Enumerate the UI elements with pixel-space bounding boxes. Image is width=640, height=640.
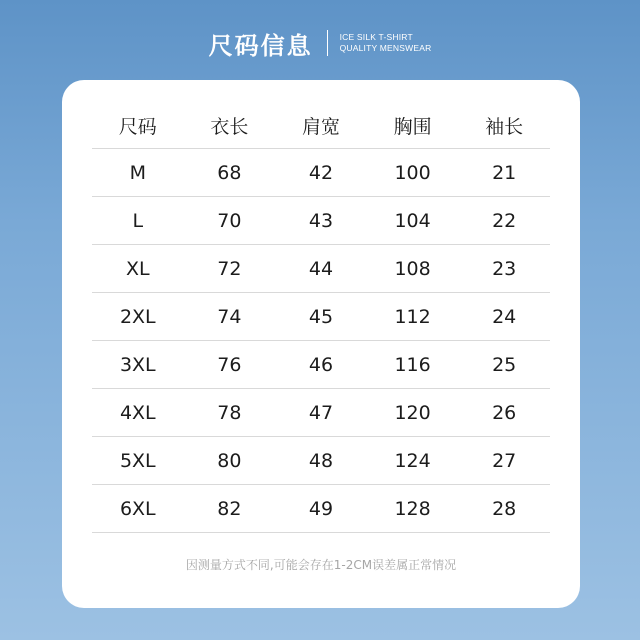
length-cell: 78 <box>184 389 276 437</box>
chest-cell: 124 <box>367 437 459 485</box>
column-header-sleeve: 袖长 <box>485 115 524 138</box>
shoulder-cell: 44 <box>275 245 367 293</box>
header-divider <box>327 30 328 56</box>
header-subtitle-line-1: ICE SILK T-SHIRT <box>339 32 413 42</box>
chest-cell: 108 <box>367 245 459 293</box>
size-cell: 5XL <box>92 437 184 485</box>
size-cell: 4XL <box>92 389 184 437</box>
chest-cell: 116 <box>367 341 459 389</box>
table-row <box>92 245 550 293</box>
length-cell: 70 <box>184 197 276 245</box>
page-header <box>0 22 640 64</box>
size-cell: 2XL <box>92 293 184 341</box>
sleeve-cell: 23 <box>458 245 550 293</box>
shoulder-cell: 42 <box>275 149 367 197</box>
size-cell: XL <box>92 245 184 293</box>
table-row <box>92 149 550 197</box>
sleeve-cell: 27 <box>458 437 550 485</box>
column-header-length: 衣长 <box>210 115 249 138</box>
sleeve-cell: 28 <box>458 485 550 533</box>
length-cell: 82 <box>184 485 276 533</box>
table-row <box>92 341 550 389</box>
table-row <box>92 485 550 533</box>
column-header-size: 尺码 <box>118 115 157 138</box>
column-header-shoulder: 肩宽 <box>301 115 340 138</box>
sleeve-cell: 22 <box>458 197 550 245</box>
size-chart-card <box>62 80 580 608</box>
length-cell: 76 <box>184 341 276 389</box>
table-row <box>92 389 550 437</box>
length-cell: 80 <box>184 437 276 485</box>
shoulder-cell: 48 <box>275 437 367 485</box>
sleeve-cell: 26 <box>458 389 550 437</box>
shoulder-cell: 49 <box>275 485 367 533</box>
sleeve-cell: 24 <box>458 293 550 341</box>
measurement-note: 因测量方式不同,可能会存在1-2CM误差属正常情况 <box>185 558 457 572</box>
table-row <box>92 293 550 341</box>
header-subtitle-line-2: QUALITY MENSWEAR <box>339 43 432 53</box>
size-table <box>92 102 550 533</box>
length-cell: 72 <box>184 245 276 293</box>
shoulder-cell: 43 <box>275 197 367 245</box>
chest-cell: 128 <box>367 485 459 533</box>
table-row <box>92 437 550 485</box>
sleeve-cell: 25 <box>458 341 550 389</box>
page-title: 尺码信息 <box>208 31 313 60</box>
shoulder-cell: 46 <box>275 341 367 389</box>
sleeve-cell: 21 <box>458 149 550 197</box>
shoulder-cell: 45 <box>275 293 367 341</box>
size-cell: 6XL <box>92 485 184 533</box>
chest-cell: 112 <box>367 293 459 341</box>
column-header-chest: 胸围 <box>393 115 432 138</box>
size-cell: 3XL <box>92 341 184 389</box>
header-subtitle <box>340 32 432 54</box>
chest-cell: 120 <box>367 389 459 437</box>
length-cell: 68 <box>184 149 276 197</box>
size-cell: M <box>92 149 184 197</box>
chest-cell: 100 <box>367 149 459 197</box>
table-header-row <box>92 102 550 149</box>
length-cell: 74 <box>184 293 276 341</box>
size-cell: L <box>92 197 184 245</box>
chest-cell: 104 <box>367 197 459 245</box>
shoulder-cell: 47 <box>275 389 367 437</box>
table-row <box>92 197 550 245</box>
